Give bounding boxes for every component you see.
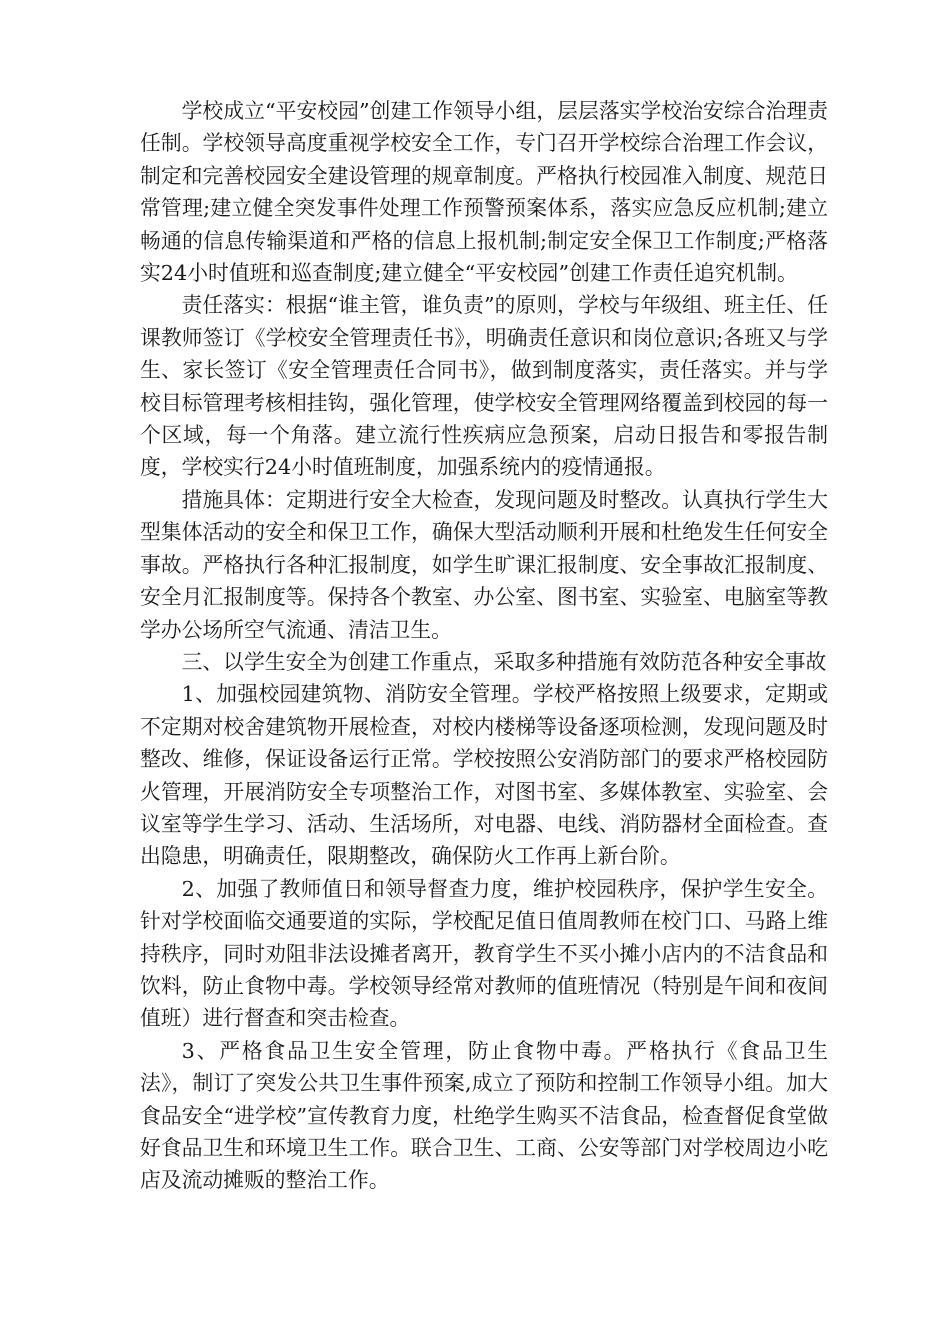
section-heading-student-safety: 三、以学生安全为创建工作重点，采取多种措施有效防范各种安全事故 (181, 649, 827, 674)
paragraph-responsibility: 责任落实：根据“谁主管，谁负责”的原则，学校与年级组、班主任、任课教师签订《学校安全管理责任书》，明确责任意识和岗位意识;各班又与学生、家长签订《安全管理责任合同书》，做到制度落实，责任落实。并与学校目标管理考核相挂钩，强化管理，使学校安全管理网络覆盖到校园的每一个区域，每一个角落。建立流行性疾病应急预案，启动日报告和零报告制度，学校实行24小时值班制度，加强系统内的疫情通报。 (140, 293, 828, 480)
paragraph-fire-safety: 1、加强校园建筑物、消防安全管理。学校严格按照上级要求，定期或不定期对校舍建筑物开展检查，对校内楼梯等设备逐项检测，发现问题及时整改、维修，保证设备运行正常。学校按照公安消防部门的要求严格校园防火管理，开展消防安全专项整治工作，对图书室、多媒体教室、实验室、会议室等学生学习、活动、生活场所，对电器、电线、消防器材全面检查。查出隐患，明确责任，限期整改，确保防火工作再上新台阶。 (140, 682, 828, 869)
paragraph-measures: 措施具体：定期进行安全大检查，发现问题及时整改。认真执行学生大型集体活动的安全和保卫工作，确保大型活动顺利开展和杜绝发生任何安全事故。严格执行各种汇报制度，如学生旷课汇报制度、安全事故汇报制度、安全月汇报制度等。保持各个教室、办公室、图书室、实验室、电脑室等教学办公场所空气流通、清洁卫生。 (140, 487, 828, 642)
paragraph-food-safety: 3、严格食品卫生安全管理，防止食物中毒。严格执行《食品卫生法》，制订了突发公共卫生事件预案,成立了预防和控制工作领导小组。加大食品安全“进学校”宣传教育力度，杜绝学生购买不洁食品，检查督促食堂做好食品卫生和环境卫生工作。联合卫生、工商、公安等部门对学校周边小吃店及流动摊贩的整治工作。 (140, 1038, 828, 1193)
document-body (140, 95, 828, 1197)
paragraph-teacher-duty: 2、加强了教师值日和领导督查力度，维护校园秩序，保护学生安全。针对学校面临交通要道的实际，学校配足值日值周教师在校门口、马路上维持秩序，同时劝阻非法设摊者离开，教育学生不买小摊小店内的不洁食品和饮料，防止食物中毒。学校领导经常对教师的值班情况（特别是午间和夜间值班）进行督查和突击检查。 (140, 876, 828, 1031)
paragraph-leadership-group: 学校成立“平安校园”创建工作领导小组，层层落实学校治安综合治理责任制。学校领导高度重视学校安全工作，专门召开学校综合治理工作会议，制定和完善校园安全建设管理的规章制度。严格执行校园准入制度、规范日常管理;建立健全突发事件处理工作预警预案体系，落实应急反应机制;建立畅通的信息传输渠道和严格的信息上报机制;制定安全保卫工作制度;严格落实24小时值班和巡查制度;建立健全“平安校园”创建工作责任追究机制。 (140, 99, 828, 286)
